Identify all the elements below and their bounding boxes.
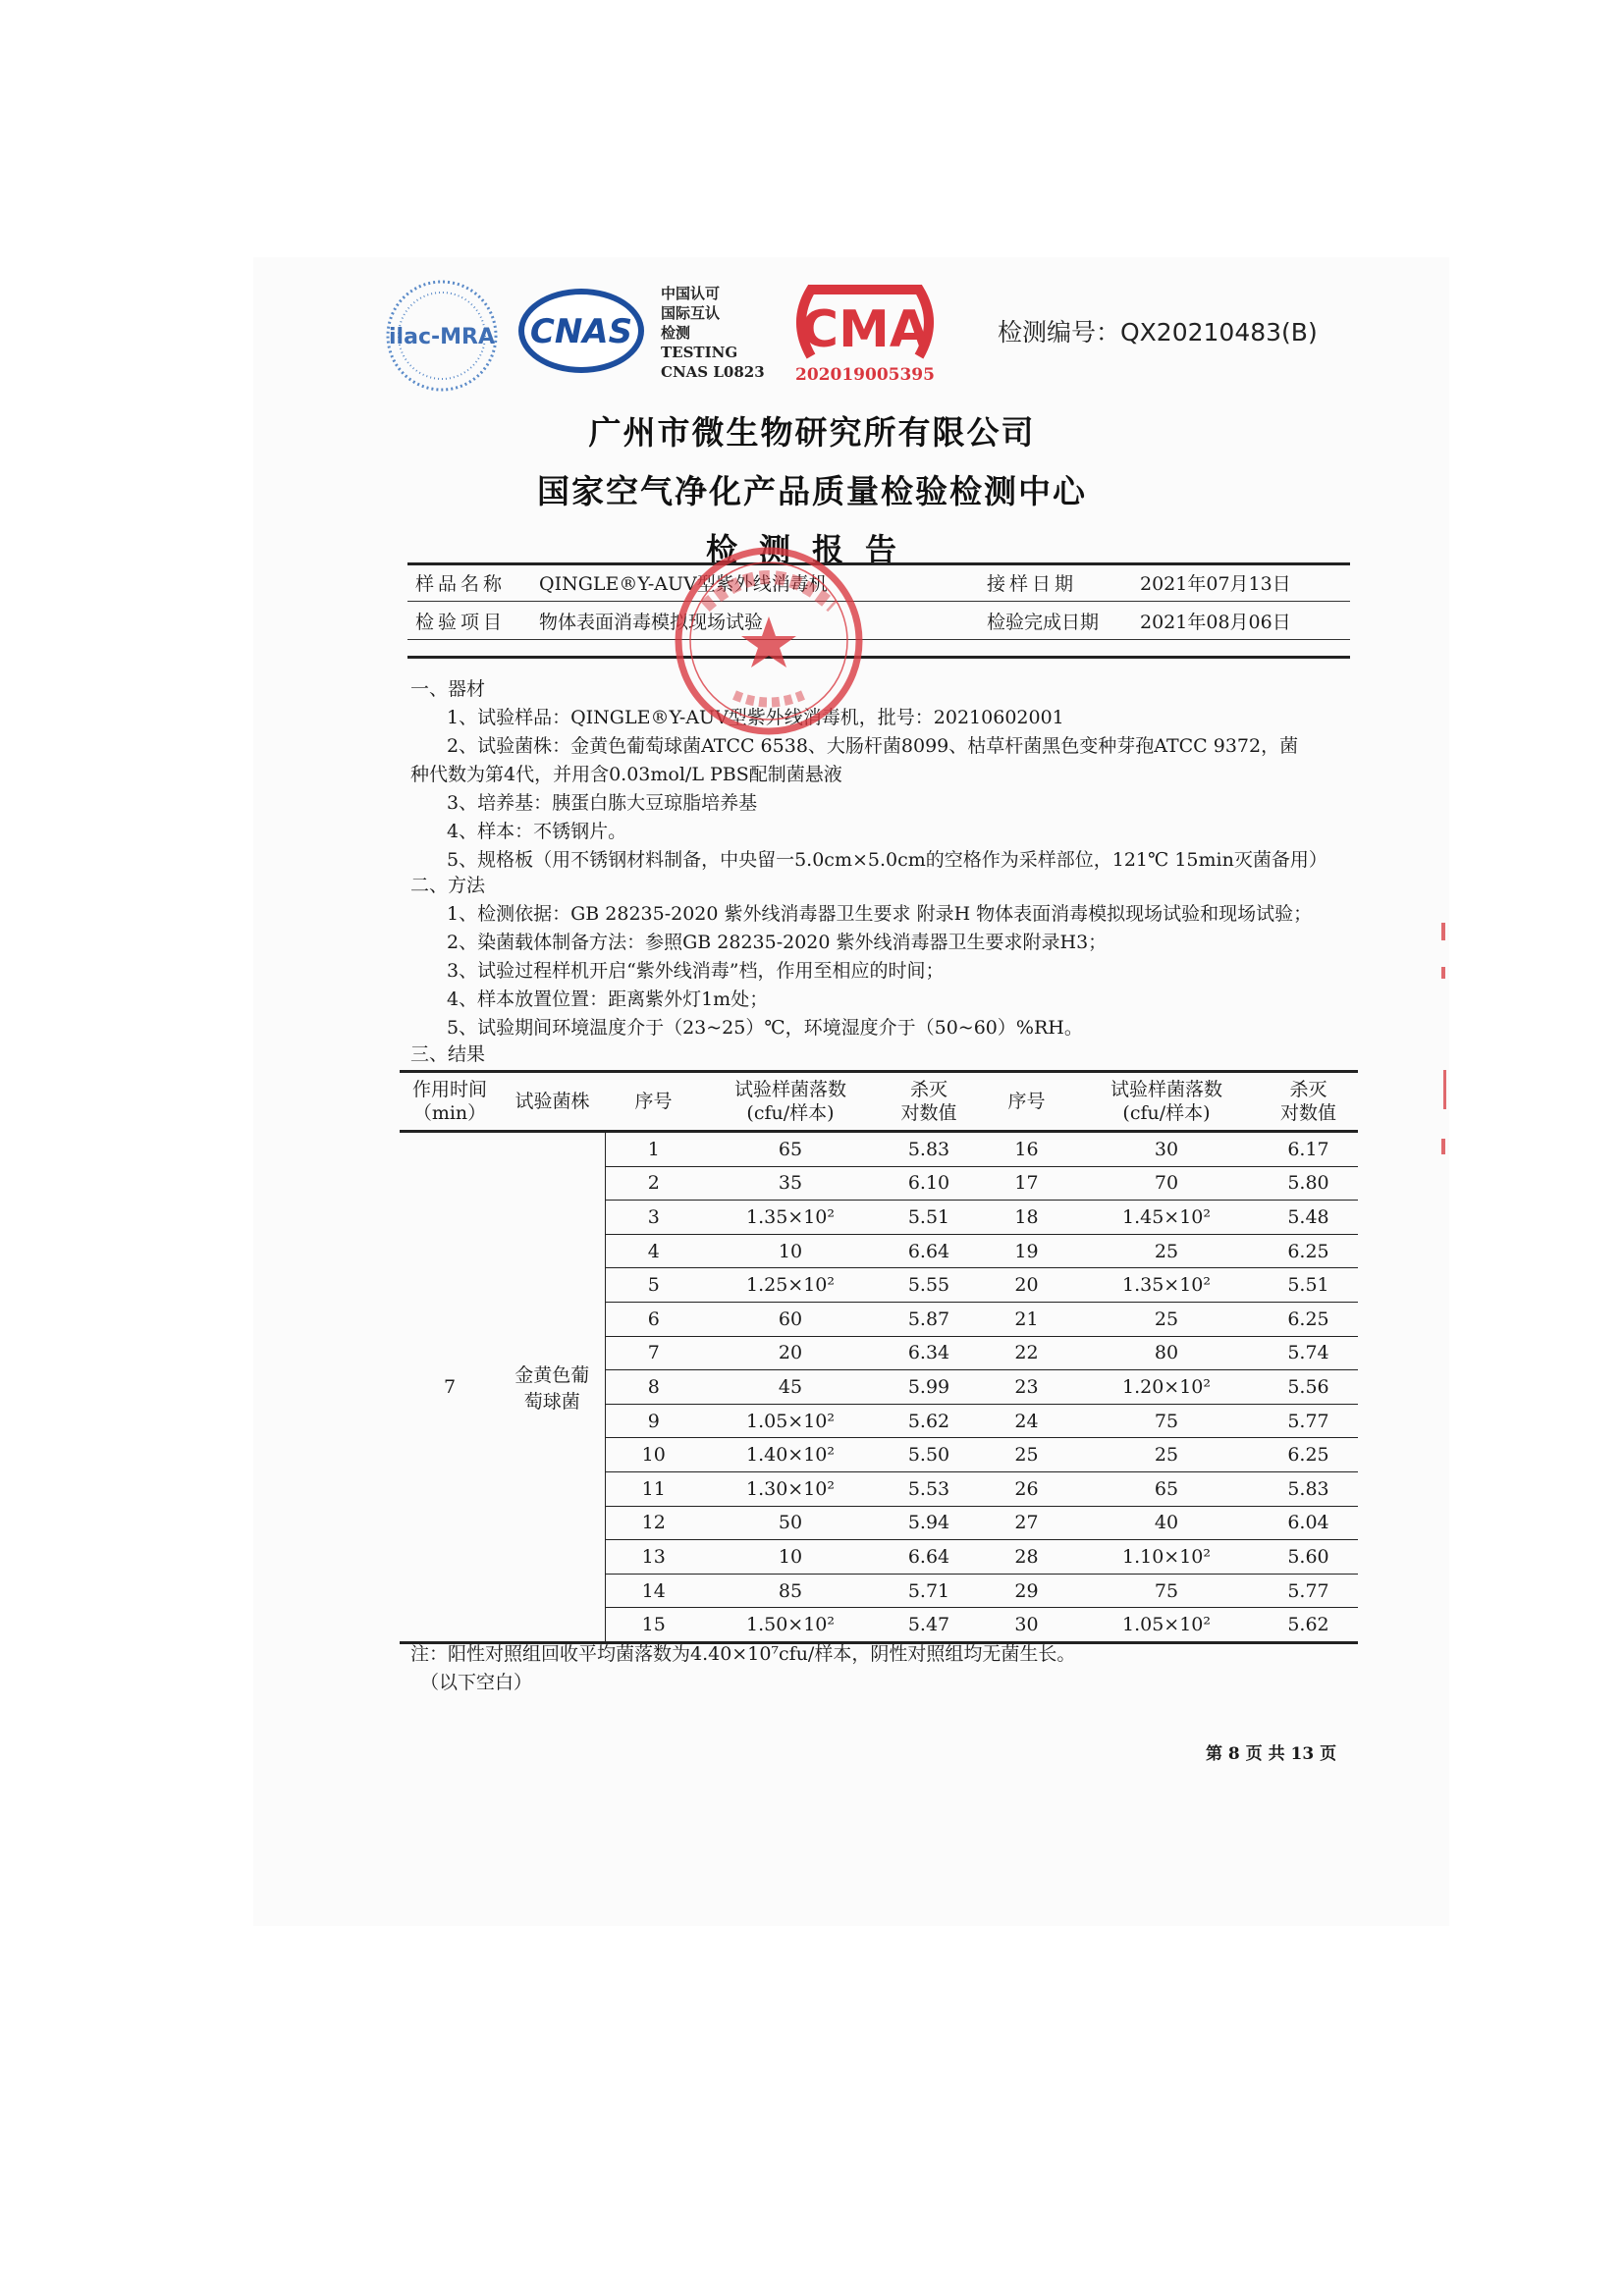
col-strain-header: 试验菌株 [500, 1072, 605, 1132]
seq-cell: 15 [605, 1608, 702, 1643]
seq-cell: 21 [979, 1302, 1074, 1336]
count-cell: 25 [1074, 1438, 1259, 1472]
col-kill-header: 杀灭 对数值 [879, 1072, 979, 1132]
kill-cell: 5.62 [879, 1404, 979, 1438]
kill-cell: 6.34 [879, 1336, 979, 1370]
count-cell: 60 [702, 1302, 879, 1336]
edge-seal-mark [1441, 923, 1445, 940]
kill-cell: 5.60 [1259, 1540, 1358, 1575]
kill-cell: 5.80 [1259, 1166, 1358, 1201]
count-cell: 80 [1074, 1336, 1259, 1370]
col-kill2-header: 杀灭 对数值 [1259, 1072, 1358, 1132]
seq-cell: 28 [979, 1540, 1074, 1575]
finish-date-value: 2021年08月06日 [1132, 602, 1350, 640]
count-cell: 35 [702, 1166, 879, 1201]
materials-item: 4、样本：不锈钢片。 [447, 821, 627, 842]
seq-cell: 22 [979, 1336, 1074, 1370]
col-seq2-header: 序号 [979, 1072, 1074, 1132]
methods-item: 5、试验期间环境温度介于（23~25）℃，环境湿度介于（50~60）%RH。 [447, 1017, 1083, 1039]
center-title: 国家空气净化产品质量检验检测中心 [537, 472, 1087, 510]
receive-date-value: 2021年07月13日 [1132, 563, 1350, 602]
test-item-value: 物体表面消毒模拟现场试验 [531, 602, 979, 640]
kill-cell: 6.25 [1259, 1438, 1358, 1472]
seq-cell: 16 [979, 1132, 1074, 1167]
kill-cell: 5.74 [1259, 1336, 1358, 1370]
sample-name-label: 样品名称 [407, 563, 531, 602]
edge-seal-mark [1441, 1139, 1445, 1154]
time-cell: 7 [400, 1132, 500, 1643]
section-materials-title: 一、器材 [410, 678, 486, 700]
seq-cell: 29 [979, 1574, 1074, 1608]
seq-cell: 12 [605, 1506, 702, 1540]
count-cell: 40 [1074, 1506, 1259, 1540]
section-methods [410, 900, 1353, 1042]
table-row [400, 1132, 1358, 1167]
report-number: 检测编号：QX20210483(B) [998, 318, 1318, 347]
kill-cell: 5.53 [879, 1471, 979, 1506]
seq-cell: 14 [605, 1574, 702, 1608]
notes [410, 1640, 1075, 1697]
count-cell: 1.30×10² [702, 1471, 879, 1506]
kill-cell: 5.47 [879, 1608, 979, 1643]
edge-seal-mark [1441, 967, 1445, 979]
seq-cell: 5 [605, 1268, 702, 1303]
methods-item: 2、染菌载体制备方法：参照GB 28235-2020 紫外线消毒器卫生要求附录H3； [447, 932, 1108, 953]
count-cell: 10 [702, 1540, 879, 1575]
count-cell: 1.10×10² [1074, 1540, 1259, 1575]
kill-cell: 6.64 [879, 1540, 979, 1575]
company-seal [646, 538, 892, 744]
count-cell: 1.45×10² [1074, 1201, 1259, 1235]
seq-cell: 2 [605, 1166, 702, 1201]
materials-item: 1、试验样品：QINGLE®Y-AUV型紫外线消毒机，批号：20210602001 [447, 707, 1064, 728]
svg-text:ilac-MRA: ilac-MRA [389, 325, 495, 349]
kill-cell: 5.50 [879, 1438, 979, 1472]
kill-cell: 5.51 [879, 1201, 979, 1235]
section-results-title: 三、结果 [410, 1043, 486, 1065]
seq-cell: 20 [979, 1268, 1074, 1303]
kill-cell: 6.25 [1259, 1234, 1358, 1268]
section-methods-title: 二、方法 [410, 875, 486, 896]
count-cell: 25 [1074, 1234, 1259, 1268]
seq-cell: 4 [605, 1234, 702, 1268]
count-cell: 1.40×10² [702, 1438, 879, 1472]
strain-cell: 金黄色葡 萄球菌 [500, 1132, 605, 1643]
page-number: 第 8 页 共 13 页 [1206, 1744, 1337, 1764]
seq-cell: 1 [605, 1132, 702, 1167]
count-cell: 10 [702, 1234, 879, 1268]
kill-cell: 5.77 [1259, 1404, 1358, 1438]
report-title: 检测报告 [705, 531, 918, 568]
materials-item: 2、试验菌株：金黄色葡萄球菌ATCC 6538、大肠杆菌8099、枯草杆菌黑色变种芽孢ATCC 9372，菌 [447, 735, 1299, 757]
kill-cell: 6.17 [1259, 1132, 1358, 1167]
seq-cell: 6 [605, 1302, 702, 1336]
seq-cell: 17 [979, 1166, 1074, 1201]
kill-cell: 5.48 [1259, 1201, 1358, 1235]
materials-item: 3、培养基：胰蛋白胨大豆琼脂培养基 [447, 792, 758, 814]
test-item-label: 检验项目 [407, 602, 531, 640]
seq-cell: 23 [979, 1370, 1074, 1405]
count-cell: 1.05×10² [1074, 1608, 1259, 1643]
seq-cell: 30 [979, 1608, 1074, 1643]
org-title: 广州市微生物研究所有限公司 [588, 413, 1036, 452]
kill-cell: 5.77 [1259, 1574, 1358, 1608]
count-cell: 75 [1074, 1574, 1259, 1608]
blank-note: （以下空白） [420, 1672, 533, 1693]
cma-logo [782, 278, 948, 386]
kill-cell: 5.94 [879, 1506, 979, 1540]
kill-cell: 5.87 [879, 1302, 979, 1336]
kill-cell: 5.55 [879, 1268, 979, 1303]
seq-cell: 11 [605, 1471, 702, 1506]
count-cell: 75 [1074, 1404, 1259, 1438]
seq-cell: 7 [605, 1336, 702, 1370]
materials-item: 5、规格板（用不锈钢材料制备，中央留一5.0cm×5.0cm的空格作为采样部位，121℃ 15min灭菌备用） [447, 849, 1327, 871]
sample-name-value: QINGLE®Y-AUV型紫外线消毒机 [531, 563, 979, 602]
svg-text:202019005395: 202019005395 [795, 365, 935, 385]
svg-text:CMA: CMA [800, 300, 930, 359]
seq-cell: 3 [605, 1201, 702, 1235]
count-cell: 1.35×10² [702, 1201, 879, 1235]
results-table [400, 1070, 1358, 1644]
kill-cell: 5.56 [1259, 1370, 1358, 1405]
kill-cell: 6.04 [1259, 1506, 1358, 1540]
kill-cell: 6.10 [879, 1166, 979, 1201]
svg-text:CNAS: CNAS [529, 312, 633, 351]
count-cell: 25 [1074, 1302, 1259, 1336]
edge-seal-mark [1443, 1070, 1446, 1109]
kill-cell: 6.64 [879, 1234, 979, 1268]
col-time-header: 作用时间 （min） [400, 1072, 500, 1132]
methods-item: 4、样本放置位置：距离紫外灯1m处； [447, 988, 769, 1010]
count-cell: 1.05×10² [702, 1404, 879, 1438]
seq-cell: 13 [605, 1540, 702, 1575]
kill-cell: 5.71 [879, 1574, 979, 1608]
seq-cell: 27 [979, 1506, 1074, 1540]
count-cell: 20 [702, 1336, 879, 1370]
count-cell: 70 [1074, 1166, 1259, 1201]
results-header-row [400, 1072, 1358, 1132]
count-cell: 1.25×10² [702, 1268, 879, 1303]
kill-cell: 5.99 [879, 1370, 979, 1405]
seq-cell: 25 [979, 1438, 1074, 1472]
materials-item: 种代数为第4代，并用含0.03mol/L PBS配制菌悬液 [410, 764, 842, 785]
finish-date-label: 检验完成日期 [979, 602, 1132, 640]
kill-cell: 5.83 [1259, 1471, 1358, 1506]
methods-item: 1、检测依据：GB 28235-2020 紫外线消毒器卫生要求 附录H 物体表面消毒模拟现场试验和现场试验； [447, 903, 1313, 925]
cnas-logo [516, 286, 646, 376]
seq-cell: 18 [979, 1201, 1074, 1235]
kill-cell: 5.51 [1259, 1268, 1358, 1303]
header-logos [379, 278, 1390, 391]
count-cell: 65 [702, 1132, 879, 1167]
seq-cell: 24 [979, 1404, 1074, 1438]
kill-cell: 5.83 [879, 1132, 979, 1167]
results-body [400, 1132, 1358, 1643]
kill-cell: 6.25 [1259, 1302, 1358, 1336]
seq-cell: 10 [605, 1438, 702, 1472]
count-cell: 85 [702, 1574, 879, 1608]
note-text: 注：阳性对照组回收平均菌落数为4.40×10⁷cfu/样本，阴性对照组均无菌生长。 [410, 1643, 1076, 1665]
count-cell: 1.35×10² [1074, 1268, 1259, 1303]
col-count-header: 试验样菌落数 (cfu/样本) [702, 1072, 879, 1132]
ilac-mra-logo [379, 278, 505, 394]
seq-cell: 26 [979, 1471, 1074, 1506]
count-cell: 45 [702, 1370, 879, 1405]
kill-cell: 5.62 [1259, 1608, 1358, 1643]
receive-date-label: 接样日期 [979, 563, 1132, 602]
seq-cell: 8 [605, 1370, 702, 1405]
seq-cell: 9 [605, 1404, 702, 1438]
cnas-accreditation-text: 中国认可 国际互认 检测 TESTING CNAS L0823 [661, 285, 765, 381]
count-cell: 1.50×10² [702, 1608, 879, 1643]
col-seq-header: 序号 [605, 1072, 702, 1132]
col-count2-header: 试验样菌落数 (cfu/样本) [1074, 1072, 1259, 1132]
methods-item: 3、试验过程样机开启“紫外线消毒”档，作用至相应的时间； [447, 960, 945, 982]
count-cell: 65 [1074, 1471, 1259, 1506]
count-cell: 1.20×10² [1074, 1370, 1259, 1405]
count-cell: 50 [702, 1506, 879, 1540]
seq-cell: 19 [979, 1234, 1074, 1268]
count-cell: 30 [1074, 1132, 1259, 1167]
